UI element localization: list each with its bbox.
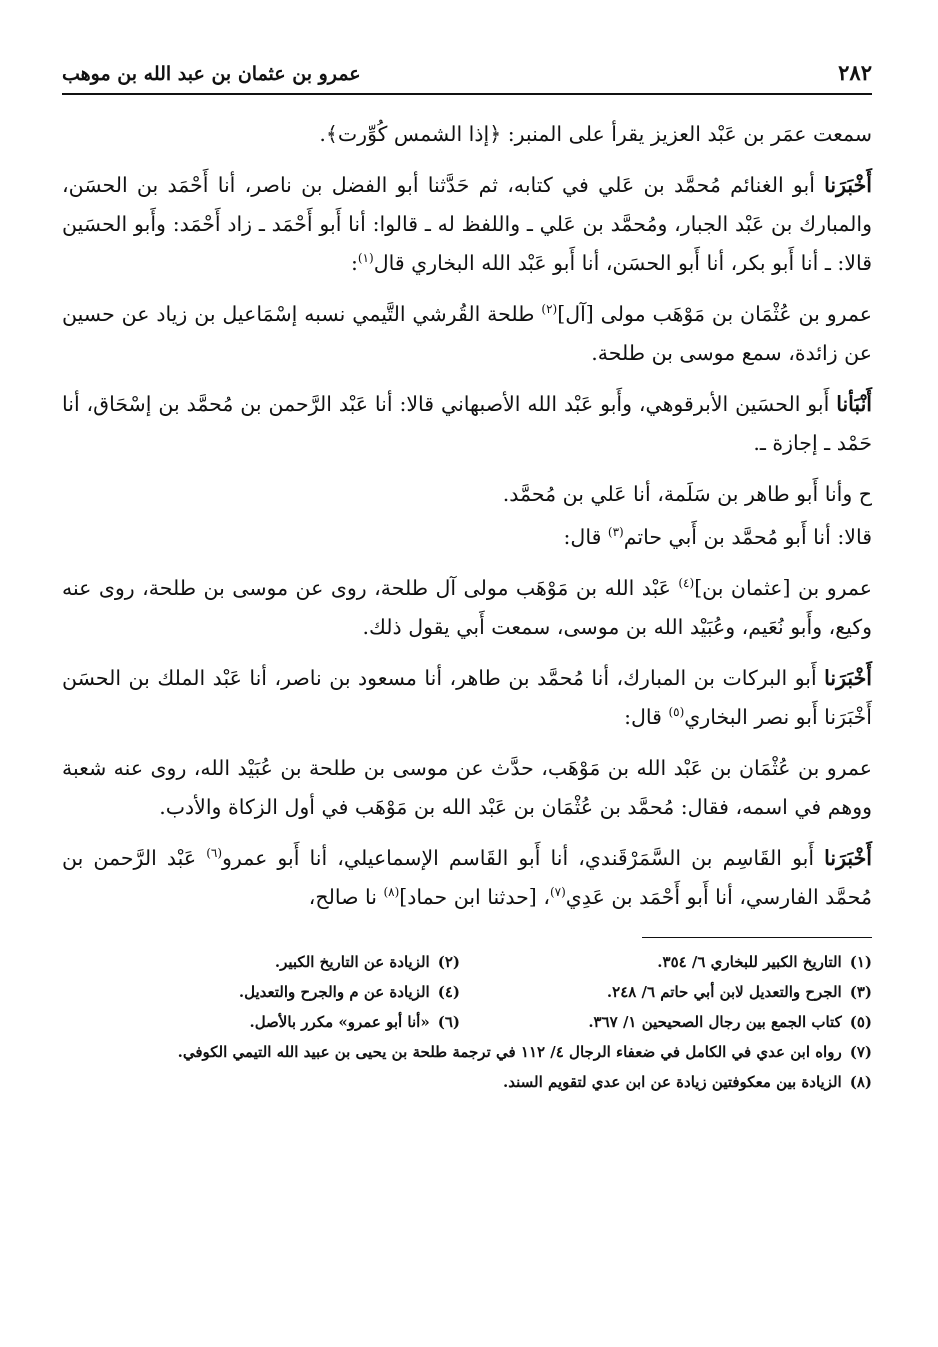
- footnote-marker: (٦): [206, 846, 223, 861]
- paragraph-text: قال:: [563, 525, 608, 549]
- footnote-text: رواه ابن عدي في الكامل في ضعفاء الرجال ٤/ ١١٢ في ترجمة طلحة بن يحيى بن عبيد الله التيمي الكوفي.: [177, 1043, 842, 1061]
- paragraph: [62, 115, 872, 154]
- paragraph-text: أَبو القَاسِم بن السَّمَرْقَندي، أنا أَبو القَاسم الإسماعيلي، أنا أَبو عمرو: [222, 846, 825, 870]
- footnote-number: (٧): [849, 1043, 872, 1061]
- paragraph-text: عمرو بن عُثْمَان بن مَوْهَب مولى [آل]: [557, 302, 872, 326]
- paragraph-text: ح وأنا أَبو طاهر بن سَلَمة، أنا عَلي بن مُحمَّد.: [502, 482, 872, 506]
- paragraph-text: قالا: أنا أَبو مُحمَّد بن أَبي حاتم: [623, 525, 872, 549]
- paragraph: [62, 166, 872, 283]
- paragraph-text: أَبو البركات بن المبارك، أنا مُحمَّد بن طاهر، أنا مسعود بن ناصر، أنا عَبْد الملك بن الحسَن أَخْبَرَنا أَبو نصر البخاري: [62, 666, 872, 729]
- page-number: ٢٨٢: [838, 60, 872, 85]
- footnote-text: التاريخ الكبير للبخاري ٦/ ٣٥٤.: [657, 953, 842, 971]
- footnote-text: كتاب الجمع بين رجال الصحيحين ١/ ٣٦٧.: [588, 1013, 842, 1031]
- footnote-marker: (٧): [549, 885, 566, 900]
- footnote-number: (٥): [849, 1013, 872, 1031]
- paragraph-text: عَبْد الله بن مَوْهَب مولى آل طلحة، روى عن موسى بن طلحة، روى عنه وكيع، وأَبو نُعَيم، وعُبَيْد الله بن موسى، سمعت أَبي يقول ذلك.: [62, 576, 872, 639]
- footnote-marker: (١): [357, 251, 374, 266]
- footnote-text: الزيادة عن م والجرح والتعديل.: [238, 983, 430, 1001]
- footnote: [62, 1010, 460, 1034]
- footnote-marker: (٣): [607, 525, 624, 540]
- footnote: [62, 950, 460, 974]
- book-page: [62, 60, 872, 1094]
- footnote: [474, 1010, 872, 1034]
- footnote: [62, 1040, 872, 1064]
- footnote: [474, 980, 872, 1004]
- paragraph-text: قال:: [624, 705, 669, 729]
- paragraph: [62, 749, 872, 827]
- footnote-number: (١): [849, 953, 872, 971]
- footnote-number: (٢): [437, 953, 460, 971]
- paragraph-lead-word: أَخْبَرَنا: [824, 666, 872, 690]
- footnote-marker: (٥): [668, 705, 685, 720]
- paragraph-lead-word: أَنْبَأنا: [836, 392, 872, 416]
- footnote-full-rows: [62, 1040, 872, 1094]
- footnote-number: (٨): [849, 1073, 872, 1091]
- paragraph-text: أَبو الحسَين الأبرقوهي، وأَبو عَبْد الله الأصبهاني قالا: أنا عَبْد الرَّحمن بن مُحمَّد بن إسْحَاق، أنا حَمْد ـ إجازة ـ.: [62, 392, 872, 455]
- paragraph-text: عمرو بن عُثْمَان بن عَبْد الله بن مَوْهَب، حدَّث عن موسى بن طلحة بن عُبَيْد الله، روى عنه شعبة ووهم في اسمه، فقال: مُحمَّد بن عُثْمَان بن عَبْد الله بن مَوْهَب في أول الزكاة والأدب.: [62, 756, 872, 819]
- paragraph: [62, 295, 872, 373]
- footnote-text: الجرح والتعديل لابن أبي حاتم ٦/ ٢٤٨.: [606, 983, 842, 1001]
- footnote: [62, 1070, 872, 1094]
- footnote-marker: (٢): [541, 302, 558, 317]
- footnote-number: (٣): [849, 983, 872, 1001]
- footnotes: [62, 950, 872, 1094]
- paragraph: [62, 475, 872, 514]
- footnote: [62, 980, 460, 1004]
- paragraph-text: عَبْد الرَّحمن بن مُحمَّد الفارسي، أنا أَبو أَحْمَد بن عَدِي: [62, 846, 872, 909]
- paragraph: [62, 569, 872, 647]
- footnote-marker: (٨): [383, 885, 400, 900]
- paragraph-text: سمعت عمَر بن عَبْد العزيز يقرأ على المنبر: ﴿إذا الشمس كُوِّرت﴾.: [319, 122, 872, 146]
- paragraph-lead-word: أَخْبَرَنا: [824, 173, 872, 197]
- paragraph: [62, 659, 872, 737]
- page-header: [62, 60, 872, 95]
- footnote: [474, 950, 872, 974]
- footnote-grid: [62, 950, 872, 1034]
- paragraph: [62, 839, 872, 917]
- footnote-separator: [642, 937, 872, 938]
- paragraph: [62, 385, 872, 463]
- paragraph-lead-word: أَخْبَرَنا: [824, 846, 872, 870]
- paragraph: [62, 518, 872, 557]
- paragraph-text: عمرو بن [عثمان بن]: [694, 576, 872, 600]
- main-text: [62, 115, 872, 917]
- paragraph-text: ، [حدثنا ابن حماد]: [399, 885, 550, 909]
- footnote-text: «أنا أبو عمرو» مكرر بالأصل.: [249, 1013, 430, 1031]
- paragraph-text: أبو الغنائم مُحمَّد بن عَلي في كتابه، ثم حَدَّثنا أبو الفضل بن ناصر، أنا أَحْمَد بن الحسَن، والمبارك بن عَبْد الجبار، ومُحمَّد بن عَلي ـ واللفظ له ـ قالوا: أنا أَبو أَحْمَد ـ زاد أَحْمَد: وأَبو الحسَين قالا: ـ أنا أَبو بكر، أنا أَبو الحسَن، أنا أَبو عَبْد الله البخاري قال: [62, 173, 872, 275]
- footnote-marker: (٤): [678, 576, 695, 591]
- footnote-number: (٤): [437, 983, 460, 1001]
- paragraph-text: :: [350, 251, 358, 275]
- paragraph-text: طلحة القُرشي التَّيمي نسبه إسْمَاعيل بن زياد عن حسين عن زائدة، سمع موسى بن طلحة.: [62, 302, 872, 365]
- footnote-text: الزيادة عن التاريخ الكبير.: [274, 953, 430, 971]
- running-title: عمرو بن عثمان بن عبد الله بن موهب: [62, 63, 361, 85]
- footnote-number: (٦): [437, 1013, 460, 1031]
- footnote-text: الزيادة بين معكوفتين زيادة عن ابن عدي لتقويم السند.: [503, 1073, 842, 1091]
- paragraph-text: نا صالح،: [308, 885, 384, 909]
